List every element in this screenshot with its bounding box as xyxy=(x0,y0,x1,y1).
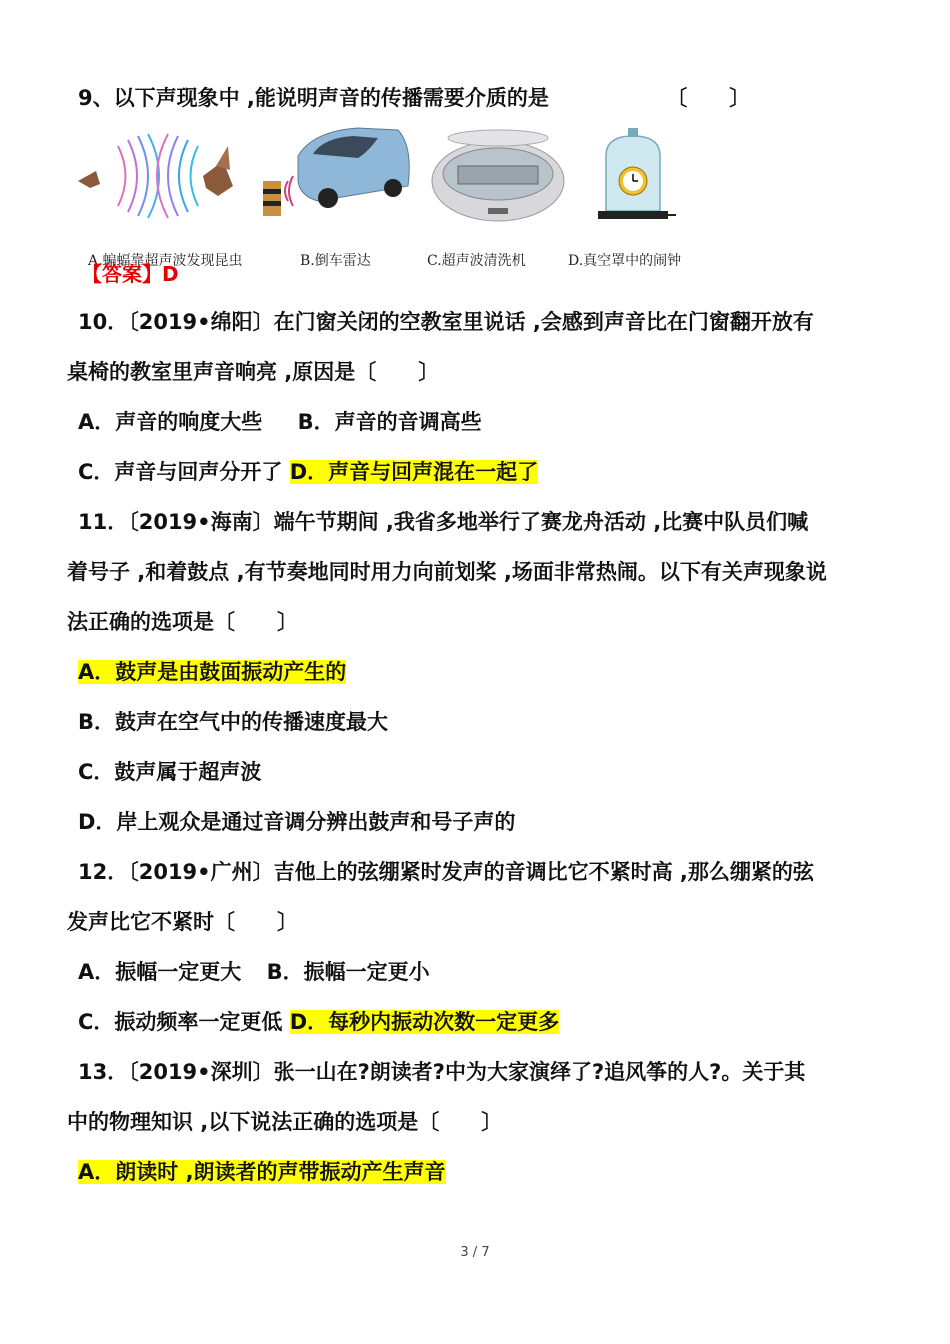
q11-line2: 着号子 ,和着鼓点 ,有节奏地同时用力向前划桨 ,场面非常热闹。以下有关声现象说 xyxy=(67,560,827,584)
q11-option-d: D．岸上观众是通过音调分辨出鼓声和号子声的 xyxy=(78,810,516,834)
q13-line1: 13．〔2019•深圳〕张一山在?朗读者?中为大家演绎了?追风筝的人?。关于其 xyxy=(78,1060,806,1084)
q10-option-d-highlighted: D．声音与回声混在一起了 xyxy=(289,460,539,484)
q9-caption-c: C.超声波清洗机 xyxy=(427,253,526,269)
q10-options-cd xyxy=(78,458,538,486)
q13-option-a-highlighted: A．朗读时 ,朗读者的声带振动产生声音 xyxy=(78,1160,446,1184)
q12-line2: 发声比它不紧时〔 〕 xyxy=(67,910,298,934)
q9-caption-a: A.蝙蝠靠超声波发现昆虫 xyxy=(88,253,243,269)
q12-option-d-highlighted: D．每秒内振动次数一定更多 xyxy=(289,1010,560,1034)
q12-option-c: C．振动频率一定更低 xyxy=(78,1010,283,1034)
q11-line3: 法正确的选项是〔 〕 xyxy=(67,610,298,634)
q12-option-a: A．振幅一定更大 xyxy=(78,960,242,984)
q12-options-ab xyxy=(78,958,430,986)
q11-option-a-row xyxy=(78,658,346,686)
q11-option-a-highlighted: A．鼓声是由鼓面振动产生的 xyxy=(78,660,347,684)
car-reverse-radar-image xyxy=(258,126,413,226)
bat-ultrasound-image xyxy=(78,126,238,226)
q9-answer: 【答案】D xyxy=(82,262,179,286)
q12-option-b: B．振幅一定更小 xyxy=(266,960,430,984)
q10-option-b: B．声音的音调高些 xyxy=(297,410,482,434)
q10-line1: 10．〔2019•绵阳〕在门窗关闭的空教室里说话 ,会感到声音比在门窗翻开放有 xyxy=(78,310,814,334)
q13-option-a-row xyxy=(78,1158,446,1186)
q12-options-cd xyxy=(78,1008,559,1036)
q13-line2: 中的物理知识 ,以下说法正确的选项是〔 〕 xyxy=(67,1110,503,1134)
q12-line1: 12．〔2019•广州〕吉他上的弦绷紧时发声的音调比它不紧时高 ,那么绷紧的弦 xyxy=(78,860,814,884)
q11-line1: 11．〔2019•海南〕端午节期间 ,我省多地举行了赛龙舟活动 ,比赛中队员们喊 xyxy=(78,510,809,534)
ultrasonic-cleaner-image xyxy=(428,126,568,226)
q10-option-a: A．声音的响度大些 xyxy=(78,410,263,434)
q9-caption-b: B.倒车雷达 xyxy=(300,253,371,269)
q10-option-c: C．声音与回声分开了 xyxy=(78,460,283,484)
vacuum-bell-jar-clock-image xyxy=(588,126,678,226)
q9-image-row xyxy=(78,126,718,226)
q11-option-b: B．鼓声在空气中的传播速度最大 xyxy=(78,710,389,734)
q9-stem: 9、以下声现象中 ,能说明声音的传播需要介质的是 〔 〕 xyxy=(78,86,751,110)
q9-answer-bracket: 〔 〕 xyxy=(666,86,751,110)
q11-option-c: C．鼓声属于超声波 xyxy=(78,760,262,784)
page-number: 3 / 7 xyxy=(460,1245,490,1260)
q10-options-ab xyxy=(78,408,482,436)
q9-caption-d: D.真空罩中的闹钟 xyxy=(568,253,682,269)
q10-line2: 桌椅的教室里声音响亮 ,原因是〔 〕 xyxy=(67,360,440,384)
